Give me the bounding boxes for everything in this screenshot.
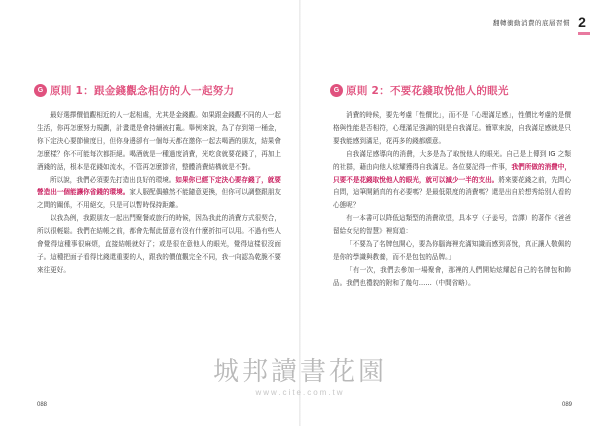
text-run: 消費的時候，要先考慮「性價比」，而不是「心理滿足感」，性價比考慮的是價格與性能是否相符，心理滿足強調的則是自我滿足。簡單來說，自我滿足感就是只要我能感到滿足，花再多的錢都願意。 — [333, 111, 571, 145]
text-run: 以我為例，我跟朋友一起出門聚餐或旅行的時候，因為我此的消費方式很契合，所以很輕鬆。我們在結帳之前，都會先幫此留意有沒有什麼折扣可以用。不過有些人會覺得這種事很麻煩，直接結帳就好了；或是很在意他人的眼光，覺得這樣很沒面子。這種把面子看得比錢還重要的人，跟我的價值觀完全不同，我一向認為乾脆不要來往更好。 — [37, 214, 281, 274]
paragraph — [333, 109, 571, 148]
section-heading-right — [330, 83, 509, 98]
page-number-right: 089 — [561, 402, 572, 408]
heading-text: 原則 1：跟金錢觀念相仿的人一起努力 — [50, 85, 235, 97]
paragraph — [333, 238, 571, 264]
text-run: 最好選擇價值觀相近的人一起相處，尤其是金錢觀。如果跟金錢觀不同的人一起生活，你再怎麼努力規劃，計畫還是會持續被打亂。舉例來說，為了存到第一桶金，你下定決心要節儉度日，但你身邊卻有一個每天都在邀你一起去喝酒的朋友，結果會怎麼樣？你不可能每次都拒絕。喝酒就是一種過度消費，光吃食就要花錢了，再加上酒錢的話，根本是花錢如流水，不管再怎麼節省，整體消費結構就是不對。 — [37, 111, 281, 171]
heading-badge-icon: G — [330, 84, 343, 97]
running-head-title: 翻轉衝動消費的底層習慣 — [493, 18, 570, 27]
text-run: 有一本書可以降低這類型的消費欲望，具本亨（子姜号，音譯）的著作《爸爸留給女兒的智慧》裡寫道： — [333, 214, 571, 236]
text-run: 家人服配偶雖然不能隨意更換，但你可以調整跟朋友之間的關係，不用絕交，只是可以暫時保持距離。 — [37, 188, 282, 210]
watermark-url: www.cite.com.tw — [255, 388, 345, 397]
running-head — [493, 14, 590, 30]
highlighted-text: 如果你已經下定決心要存錢了，就要營造出一個能讓你省錢的環境。 — [37, 175, 282, 197]
paragraph — [37, 109, 281, 174]
watermark — [205, 356, 395, 412]
paragraph — [37, 212, 281, 277]
text-run: 「不要為了名牌包開心，要為你腦海裡充滿知識而感到喜悅，真正讓人敬佩的是你的學識與教養，而不是包包的品牌。」 — [333, 240, 571, 261]
text-run: 「有一次，我們去參加一場聚會，那裡的人們開始炫耀起自己的名牌包和飾品。我們也禮貌的附和了幾句……（中間省略）。 — [333, 265, 571, 287]
paragraph — [333, 148, 571, 213]
paragraph — [37, 174, 281, 213]
chapter-number: 2 — [578, 14, 586, 30]
body-text-right — [333, 109, 571, 290]
page-number-left: 088 — [37, 402, 48, 408]
highlighted-text: 我們所做的消費中，只要不是花錢取悅他人的眼光，就可以減少一半的支出。 — [333, 162, 572, 184]
watermark-title: 城邦讀書花園 — [212, 357, 387, 387]
section-heading-left — [34, 83, 234, 98]
chapter-tab-bar — [578, 32, 590, 35]
body-text-left — [37, 109, 281, 277]
paragraph — [333, 264, 571, 290]
text-run: 所以說，我們必須要先打造出良好的環境。 — [50, 175, 176, 184]
text-run: 自我滿足感導向的消費，大多是為了取悅他人的眼光。自己是上傳到 IG 之類的社群，藉由向他人炫耀獲得自我滿足。各位要記得一件事， — [333, 149, 571, 171]
heading-badge-icon: G — [34, 84, 47, 97]
heading-text: 原則 2：不要花錢取悅他人的眼光 — [346, 85, 509, 97]
paragraph — [333, 212, 571, 238]
text-run: 將來要花錢之前，先問心自問，這筆開銷真的有必要嗎？是最低限度的消費嗎？還是出自於想秀給別人看的心態呢？ — [333, 175, 572, 210]
